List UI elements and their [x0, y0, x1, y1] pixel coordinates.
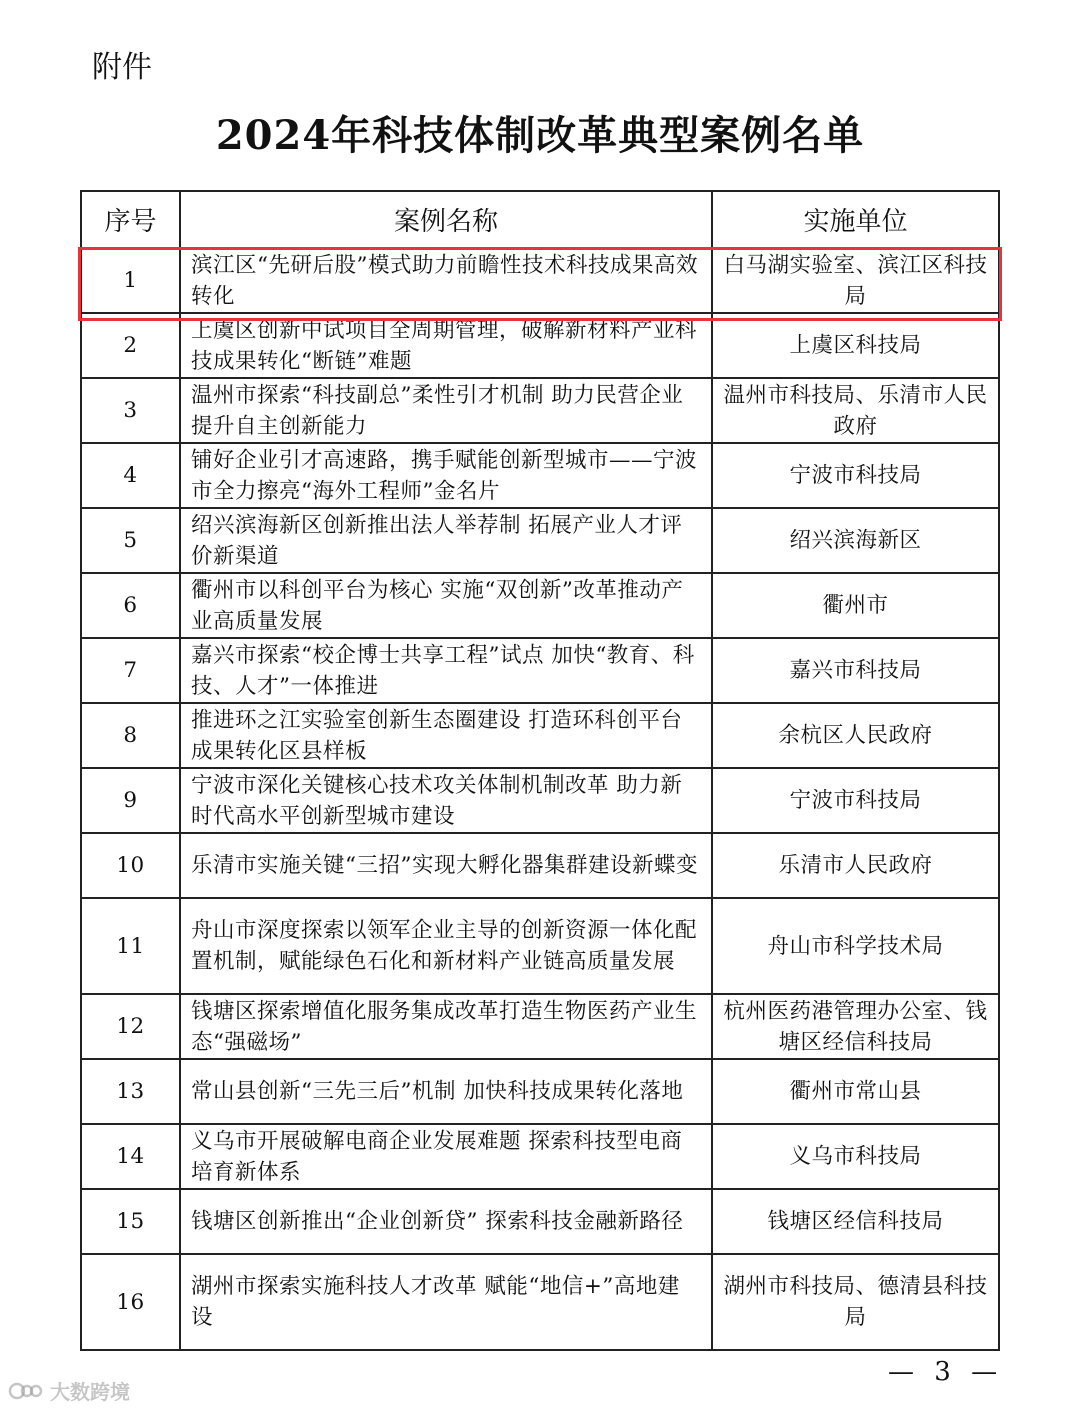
row-number: 8: [81, 703, 180, 768]
case-name: 推进环之江实验室创新生态圈建设 打造环科创平台成果转化区县样板: [180, 703, 712, 768]
case-name: 宁波市深化关键核心技术攻关体制机制改革 助力新时代高水平创新型城市建设: [180, 768, 712, 833]
table-row: [81, 703, 999, 768]
table-row: [81, 378, 999, 443]
implementing-unit: 衢州市: [712, 573, 999, 638]
table-row: [81, 443, 999, 508]
table-row: [81, 638, 999, 703]
table-row: [81, 248, 999, 313]
column-header-case-name: 案例名称: [180, 191, 712, 248]
row-number: 9: [81, 768, 180, 833]
case-name: 温州市探索“科技副总”柔性引才机制 助力民营企业提升自主创新能力: [180, 378, 712, 443]
implementing-unit: 温州市科技局、乐清市人民政府: [712, 378, 999, 443]
implementing-unit: 绍兴滨海新区: [712, 508, 999, 573]
row-number: 12: [81, 994, 180, 1059]
implementing-unit: 衢州市常山县: [712, 1059, 999, 1124]
row-number: 3: [81, 378, 180, 443]
attachment-label: 附件: [92, 50, 152, 85]
case-name: 乐清市实施关键“三招”实现大孵化器集群建设新蝶变: [180, 833, 712, 898]
implementing-unit: 钱塘区经信科技局: [712, 1189, 999, 1254]
page-number: — 3 —: [888, 1357, 1004, 1387]
case-name: 舟山市深度探索以领军企业主导的创新资源一体化配置机制，赋能绿色石化和新材料产业链高质量发展: [180, 898, 712, 994]
case-name: 湖州市探索实施科技人才改革 赋能“地信+”高地建设: [180, 1254, 712, 1350]
table-row: [81, 1124, 999, 1189]
implementing-unit: 义乌市科技局: [712, 1124, 999, 1189]
row-number: 13: [81, 1059, 180, 1124]
case-name: 衢州市以科创平台为核心 实施“双创新”改革推动产业高质量发展: [180, 573, 712, 638]
implementing-unit: 宁波市科技局: [712, 768, 999, 833]
case-name: 铺好企业引才高速路，携手赋能创新型城市——宁波市全力擦亮“海外工程师”金名片: [180, 443, 712, 508]
table-row: [81, 833, 999, 898]
watermark-text: 大数跨境: [50, 1380, 130, 1404]
row-number: 6: [81, 573, 180, 638]
row-number: 10: [81, 833, 180, 898]
row-number: 2: [81, 313, 180, 378]
table-row: [81, 898, 999, 994]
case-name: 上虞区创新中试项目全周期管理，破解新材料产业科技成果转化“断链”难题: [180, 313, 712, 378]
case-name: 嘉兴市探索“校企博士共享工程”试点 加快“教育、科技、人才”一体推进: [180, 638, 712, 703]
row-number: 1: [81, 248, 180, 313]
table-row: [81, 768, 999, 833]
row-number: 15: [81, 1189, 180, 1254]
implementing-unit: 宁波市科技局: [712, 443, 999, 508]
implementing-unit: 嘉兴市科技局: [712, 638, 999, 703]
column-header-number: 序号: [81, 191, 180, 248]
implementing-unit: 白马湖实验室、滨江区科技局: [712, 248, 999, 313]
implementing-unit: 乐清市人民政府: [712, 833, 999, 898]
row-number: 7: [81, 638, 180, 703]
table-row: [81, 573, 999, 638]
table-row: [81, 1254, 999, 1350]
table-row: [81, 508, 999, 573]
implementing-unit: 舟山市科学技术局: [712, 898, 999, 994]
implementing-unit: 上虞区科技局: [712, 313, 999, 378]
row-number: 11: [81, 898, 180, 994]
row-number: 14: [81, 1124, 180, 1189]
row-number: 5: [81, 508, 180, 573]
case-name: 绍兴滨海新区创新推出法人举荐制 拓展产业人才评价新渠道: [180, 508, 712, 573]
row-number: 4: [81, 443, 180, 508]
column-header-unit: 实施单位: [712, 191, 999, 248]
implementing-unit: 湖州市科技局、德清县科技局: [712, 1254, 999, 1350]
table-row: [81, 313, 999, 378]
case-name: 钱塘区创新推出“企业创新贷” 探索科技金融新路径: [180, 1189, 712, 1254]
row-number: 16: [81, 1254, 180, 1350]
watermark: [8, 1376, 130, 1405]
table-row: [81, 994, 999, 1059]
case-name: 义乌市开展破解电商企业发展难题 探索科技型电商培育新体系: [180, 1124, 712, 1189]
cases-table: [80, 190, 1000, 1351]
implementing-unit: 杭州医药港管理办公室、钱塘区经信科技局: [712, 994, 999, 1059]
case-name: 常山县创新“三先三后”机制 加快科技成果转化落地: [180, 1059, 712, 1124]
case-name: 滨江区“先研后股”模式助力前瞻性技术科技成果高效转化: [180, 248, 712, 313]
document-title: 2024年科技体制改革典型案例名单: [215, 112, 865, 159]
implementing-unit: 余杭区人民政府: [712, 703, 999, 768]
table-header-row: [81, 191, 999, 248]
watermark-logo-icon: [8, 1380, 44, 1402]
table-row: [81, 1189, 999, 1254]
case-name: 钱塘区探索增值化服务集成改革打造生物医药产业生态“强磁场”: [180, 994, 712, 1059]
table-row: [81, 1059, 999, 1124]
